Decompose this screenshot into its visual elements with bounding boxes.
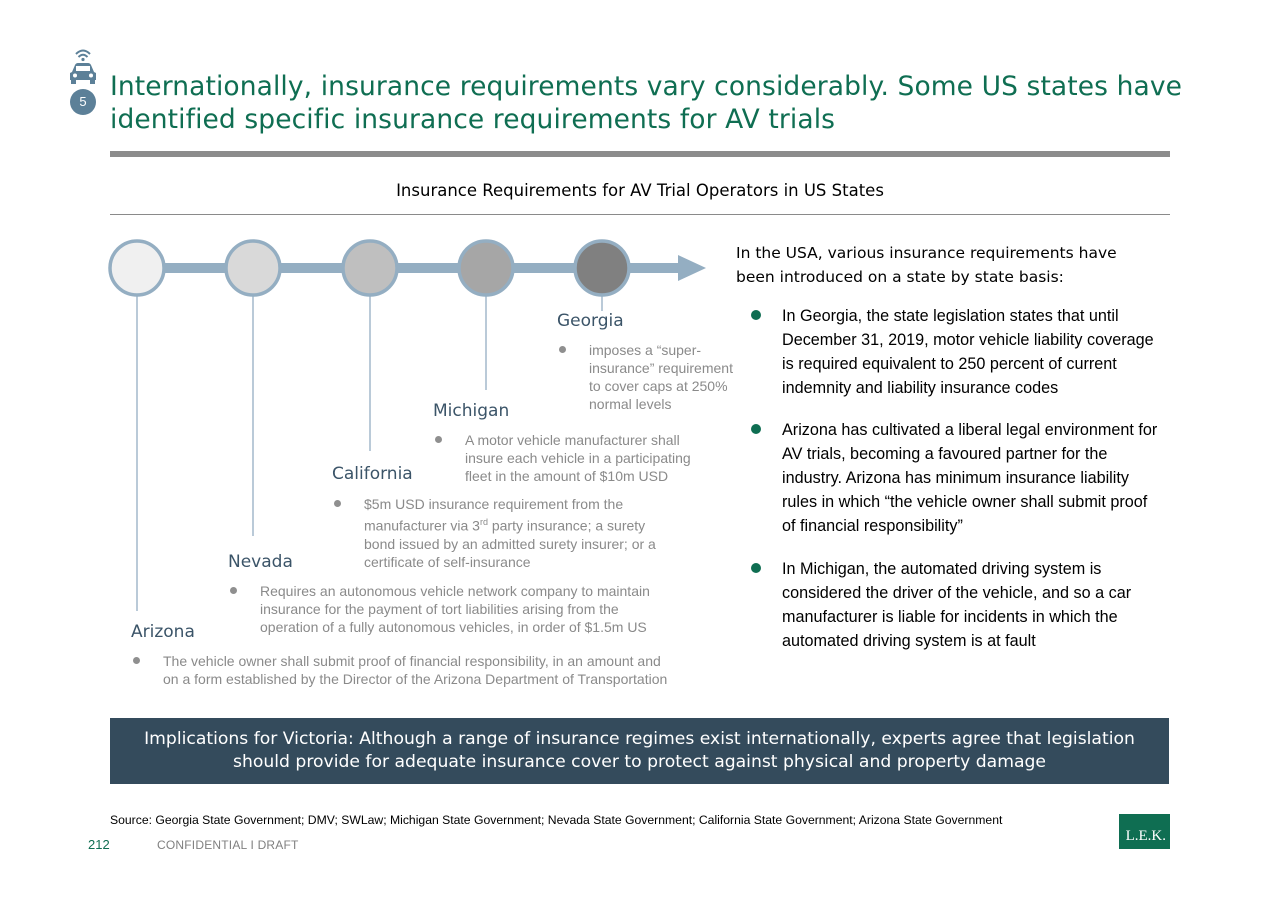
bullet-dot <box>133 657 140 664</box>
timeline-circle-georgia <box>575 241 629 295</box>
state-text-arizona: The vehicle owner shall submit proof of financial responsibility, in an amount and on a form established by the Director of the Arizona Department of Transportation <box>163 653 668 687</box>
timeline-circle-michigan <box>459 241 513 295</box>
bullet-dot <box>751 310 761 320</box>
state-text-nevada: Requires an autonomous vehicle network company to maintain insurance for the payment of tort liabilities arising from the operation of a fully autonomous vehicles, in order of $1.5m US <box>260 583 650 635</box>
bullet-dot <box>435 436 442 443</box>
state-name-nevada: Nevada <box>228 552 293 572</box>
timeline-circle-nevada <box>226 241 280 295</box>
state-name-california: California <box>332 464 413 484</box>
page-number: 212 <box>88 837 110 852</box>
state-text-michigan: A motor vehicle manufacturer shall insure each vehicle in a participating fleet in the amount of $10m USD <box>465 432 691 484</box>
bullet-michigan: In Michigan, the automated driving system is considered the driver of the vehicle, and so a car manufacturer is liable for incidents in which the automated driving system is at fault <box>782 560 1132 650</box>
bullet-dot <box>751 424 761 434</box>
intro-text: In the USA, various insurance requirements have been introduced on a state by state basis: <box>736 244 1117 286</box>
implications-banner: Implications for Victoria: Although a range of insurance regimes exist internationally, experts agree that legislation should provide for adequate insurance cover to protect against physical and property damage <box>110 718 1169 784</box>
section-number-badge: 5 <box>70 89 96 115</box>
state-text-california: $5m USD insurance requirement from the manufacturer via 3rd party insurance; a surety bond issued by an admitted surety insurer; or a certificate of self-insurance <box>364 496 656 570</box>
bullet-dot <box>751 563 761 573</box>
state-name-michigan: Michigan <box>433 401 510 421</box>
bullet-arizona: Arizona has cultivated a liberal legal environment for AV trials, becoming a favoured partner for the industry. Arizona has minimum insurance liability rules in which “the vehicle owner shall submit proof of financial responsibility” <box>782 421 1158 535</box>
timeline-circle-california <box>343 241 397 295</box>
confidential-label: CONFIDENTIAL I DRAFT <box>157 838 299 852</box>
state-text-georgia: imposes a “super- insurance” requirement to cover caps at 250% normal levels <box>589 342 733 412</box>
bullet-georgia: In Georgia, the state legislation states that until December 31, 2019, motor vehicle liability coverage is required equivalent to 250 percent of current indemnity and liability insurance codes <box>782 307 1154 397</box>
bullet-dot <box>559 346 566 353</box>
timeline-arrowhead <box>678 255 706 281</box>
bullet-dot <box>334 500 341 507</box>
timeline-circle-arizona <box>110 241 164 295</box>
state-name-arizona: Arizona <box>131 622 195 642</box>
bullet-dot <box>230 587 237 594</box>
source-note: Source: Georgia State Government; DMV; SWLaw; Michigan State Government; Nevada State Government; California State Government; Arizona State Government <box>110 813 1003 827</box>
state-name-georgia: Georgia <box>557 311 624 331</box>
section-subtitle: Insurance Requirements for AV Trial Operators in US States <box>396 181 884 200</box>
page-title: Internationally, insurance requirements vary considerably. Some US states have identified specific insurance requirements for AV trials <box>110 71 1183 135</box>
lek-logo: L.E.K. <box>1119 814 1170 849</box>
